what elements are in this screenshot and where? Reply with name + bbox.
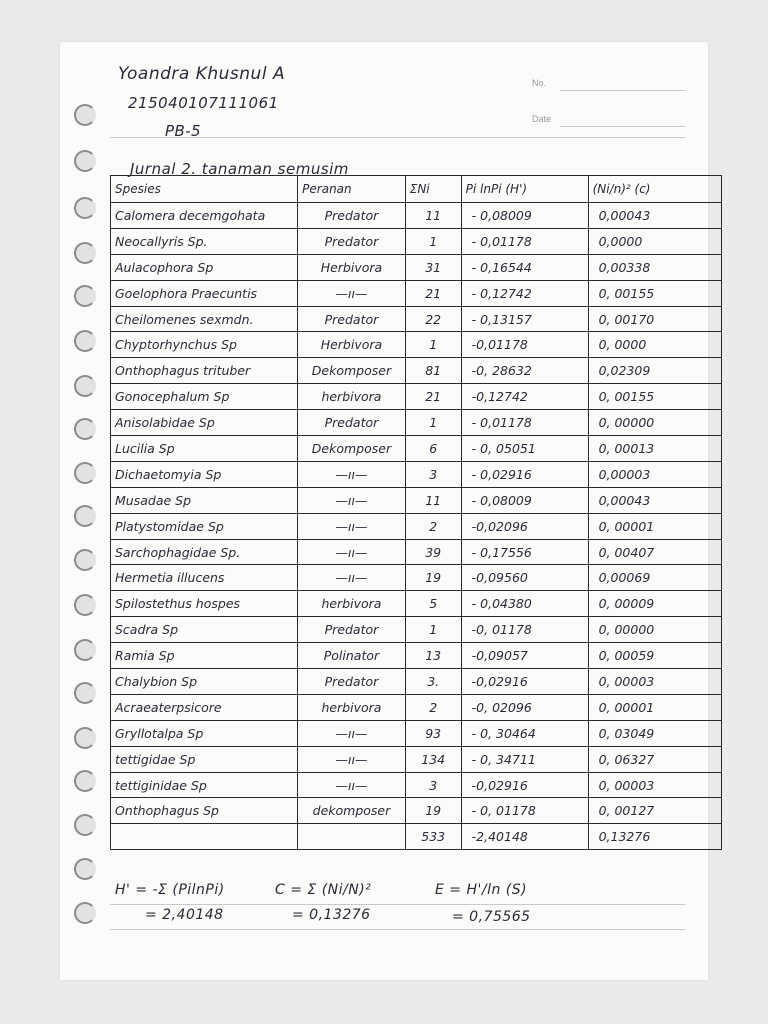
- count-cell: 31: [405, 254, 461, 280]
- shannon-cell: - 0,01178: [461, 228, 588, 254]
- header-count: ΣNi: [405, 176, 461, 203]
- shannon-cell: -0,12742: [461, 384, 588, 410]
- shannon-cell: - 0,08009: [461, 203, 588, 229]
- table-body: [111, 203, 722, 850]
- role-cell: —ıı—: [298, 746, 406, 772]
- shannon-cell: - 0,01178: [461, 410, 588, 436]
- binder-hole: [74, 462, 96, 484]
- simpson-cell: 0, 00170: [588, 306, 721, 332]
- species-cell: Platystomidae Sp: [111, 513, 298, 539]
- shannon-cell: -0, 28632: [461, 358, 588, 384]
- no-label: No.: [532, 78, 547, 88]
- count-cell: 21: [405, 280, 461, 306]
- species-cell: Spilostethus hospes: [111, 591, 298, 617]
- simpson-cell: 0, 03049: [588, 720, 721, 746]
- simpson-cell: 0, 06327: [588, 746, 721, 772]
- shannon-cell: - 0,02916: [461, 461, 588, 487]
- binder-hole: [74, 902, 96, 924]
- shannon-cell: -0,02916: [461, 772, 588, 798]
- role-cell: —ıı—: [298, 280, 406, 306]
- species-cell: Chalybion Sp: [111, 669, 298, 695]
- simpson-cell: 0, 00013: [588, 436, 721, 462]
- table-row: [111, 487, 722, 513]
- student-id: 215040107111061: [128, 94, 279, 112]
- header-species: Spesies: [111, 176, 298, 203]
- table-row: [111, 280, 722, 306]
- binder-hole: [74, 197, 96, 219]
- shannon-cell: -0, 01178: [461, 617, 588, 643]
- simpson-cell: 0,13276: [588, 824, 721, 850]
- table-row: [111, 720, 722, 746]
- table-row: [111, 617, 722, 643]
- shannon-cell: -0,01178: [461, 332, 588, 358]
- ruled-line: [110, 929, 685, 930]
- count-cell: 2: [405, 513, 461, 539]
- binder-hole: [74, 594, 96, 616]
- species-cell: Musadae Sp: [111, 487, 298, 513]
- simpson-cell: 0,0000: [588, 228, 721, 254]
- species-cell: Gonocephalum Sp: [111, 384, 298, 410]
- species-cell: Acraeaterpsicore: [111, 694, 298, 720]
- count-cell: 533: [405, 824, 461, 850]
- header-shannon: Pi lnPi (H'): [461, 176, 588, 203]
- table-row: [111, 513, 722, 539]
- binder-hole: [74, 858, 96, 880]
- simpson-cell: 0, 00155: [588, 384, 721, 410]
- notebook-page: [60, 42, 708, 980]
- table-row: [111, 669, 722, 695]
- count-cell: 3: [405, 772, 461, 798]
- count-cell: 93: [405, 720, 461, 746]
- binder-hole: [74, 375, 96, 397]
- count-cell: 19: [405, 565, 461, 591]
- role-cell: Dekomposer: [298, 436, 406, 462]
- binder-hole: [74, 505, 96, 527]
- species-cell: tettiginidae Sp: [111, 772, 298, 798]
- table-header-row: [111, 176, 722, 203]
- simpson-cell: 0, 00407: [588, 539, 721, 565]
- role-cell: herbivora: [298, 591, 406, 617]
- role-cell: —ıı—: [298, 720, 406, 746]
- role-cell: —ıı—: [298, 487, 406, 513]
- count-cell: 13: [405, 643, 461, 669]
- shannon-cell: - 0,04380: [461, 591, 588, 617]
- count-cell: 5: [405, 591, 461, 617]
- species-cell: Goelophora Praecuntis: [111, 280, 298, 306]
- role-cell: Predator: [298, 410, 406, 436]
- role-cell: Herbivora: [298, 332, 406, 358]
- role-cell: Predator: [298, 669, 406, 695]
- h-formula: H' = -Σ (PilnPi): [115, 882, 225, 898]
- count-cell: 6: [405, 436, 461, 462]
- date-line: [560, 126, 685, 127]
- role-cell: dekomposer: [298, 798, 406, 824]
- binder-hole: [74, 682, 96, 704]
- shannon-cell: -0,02916: [461, 669, 588, 695]
- shannon-cell: -0,09560: [461, 565, 588, 591]
- shannon-cell: -0,09057: [461, 643, 588, 669]
- table-row: [111, 410, 722, 436]
- count-cell: 1: [405, 410, 461, 436]
- species-cell: Cheilomenes sexmdn.: [111, 306, 298, 332]
- role-cell: Predator: [298, 617, 406, 643]
- role-cell: Polinator: [298, 643, 406, 669]
- simpson-cell: 0, 00003: [588, 772, 721, 798]
- species-cell: Scadra Sp: [111, 617, 298, 643]
- count-cell: 3: [405, 461, 461, 487]
- simpson-cell: 0,00338: [588, 254, 721, 280]
- total-row: [111, 824, 722, 850]
- shannon-cell: - 0, 30464: [461, 720, 588, 746]
- ruled-line: [110, 904, 685, 905]
- role-cell: —ıı—: [298, 539, 406, 565]
- species-cell: Chyptorhynchus Sp: [111, 332, 298, 358]
- table-row: [111, 772, 722, 798]
- species-cell: Aulacophora Sp: [111, 254, 298, 280]
- table-row: [111, 461, 722, 487]
- species-cell: Dichaetomyia Sp: [111, 461, 298, 487]
- species-cell: Ramia Sp: [111, 643, 298, 669]
- simpson-cell: 0, 00000: [588, 617, 721, 643]
- table-row: [111, 539, 722, 565]
- binder-hole: [74, 639, 96, 661]
- shannon-cell: - 0,08009: [461, 487, 588, 513]
- simpson-cell: 0, 00001: [588, 694, 721, 720]
- role-cell: Predator: [298, 228, 406, 254]
- simpson-cell: 0,00069: [588, 565, 721, 591]
- table-row: [111, 591, 722, 617]
- binder-hole: [74, 104, 96, 126]
- species-cell: Hermetia illucens: [111, 565, 298, 591]
- species-cell: [111, 824, 298, 850]
- binder-hole: [74, 150, 96, 172]
- simpson-cell: 0, 00127: [588, 798, 721, 824]
- species-cell: Lucilia Sp: [111, 436, 298, 462]
- role-cell: Predator: [298, 203, 406, 229]
- species-cell: tettigidae Sp: [111, 746, 298, 772]
- simpson-cell: 0,00043: [588, 487, 721, 513]
- simpson-cell: 0, 00000: [588, 410, 721, 436]
- page-title: Jurnal 2. tanaman semusim: [130, 160, 349, 178]
- count-cell: 1: [405, 228, 461, 254]
- binder-hole: [74, 285, 96, 307]
- table-row: [111, 332, 722, 358]
- binder-hole: [74, 814, 96, 836]
- role-cell: Predator: [298, 306, 406, 332]
- simpson-cell: 0, 00009: [588, 591, 721, 617]
- species-table: [110, 175, 722, 850]
- h-value: = 2,40148: [145, 907, 224, 923]
- simpson-cell: 0,00043: [588, 203, 721, 229]
- count-cell: 19: [405, 798, 461, 824]
- shannon-cell: - 0, 05051: [461, 436, 588, 462]
- binder-hole: [74, 770, 96, 792]
- shannon-cell: - 0,12742: [461, 280, 588, 306]
- count-cell: 11: [405, 203, 461, 229]
- shannon-cell: - 0,17556: [461, 539, 588, 565]
- simpson-cell: 0,02309: [588, 358, 721, 384]
- species-cell: Calomera decemgohata: [111, 203, 298, 229]
- binder-hole: [74, 418, 96, 440]
- role-cell: —ıı—: [298, 461, 406, 487]
- simpson-cell: 0,00003: [588, 461, 721, 487]
- count-cell: 11: [405, 487, 461, 513]
- table-row: [111, 436, 722, 462]
- role-cell: Herbivora: [298, 254, 406, 280]
- simpson-cell: 0, 0000: [588, 332, 721, 358]
- header-role: Peranan: [298, 176, 406, 203]
- class-code: PB-5: [165, 122, 202, 140]
- binder-hole: [74, 549, 96, 571]
- c-value: = 0,13276: [292, 907, 371, 923]
- binder-hole: [74, 330, 96, 352]
- role-cell: —ıı—: [298, 772, 406, 798]
- role-cell: herbivora: [298, 384, 406, 410]
- role-cell: herbivora: [298, 694, 406, 720]
- shannon-cell: - 0,16544: [461, 254, 588, 280]
- binder-hole: [74, 727, 96, 749]
- role-cell: [298, 824, 406, 850]
- shannon-cell: -0, 02096: [461, 694, 588, 720]
- species-cell: Onthophagus Sp: [111, 798, 298, 824]
- table-row: [111, 384, 722, 410]
- species-cell: Gryllotalpa Sp: [111, 720, 298, 746]
- count-cell: 39: [405, 539, 461, 565]
- e-value: = 0,75565: [452, 909, 531, 925]
- binder-hole: [74, 242, 96, 264]
- simpson-cell: 0, 00059: [588, 643, 721, 669]
- count-cell: 1: [405, 332, 461, 358]
- role-cell: —ıı—: [298, 513, 406, 539]
- shannon-cell: -2,40148: [461, 824, 588, 850]
- count-cell: 2: [405, 694, 461, 720]
- species-cell: Sarchophagidae Sp.: [111, 539, 298, 565]
- simpson-cell: 0, 00003: [588, 669, 721, 695]
- table-row: [111, 254, 722, 280]
- table-row: [111, 565, 722, 591]
- header-simpson: (Ni/n)² (c): [588, 176, 721, 203]
- count-cell: 21: [405, 384, 461, 410]
- e-formula: E = H'/ln (S): [435, 882, 528, 898]
- species-cell: Anisolabidae Sp: [111, 410, 298, 436]
- role-cell: —ıı—: [298, 565, 406, 591]
- simpson-cell: 0, 00001: [588, 513, 721, 539]
- table-row: [111, 643, 722, 669]
- count-cell: 1: [405, 617, 461, 643]
- c-formula: C = Σ (Ni/N)²: [275, 882, 372, 898]
- species-cell: Onthophagus trituber: [111, 358, 298, 384]
- table-row: [111, 306, 722, 332]
- shannon-cell: - 0,13157: [461, 306, 588, 332]
- table-row: [111, 228, 722, 254]
- role-cell: Dekomposer: [298, 358, 406, 384]
- table-row: [111, 203, 722, 229]
- table-row: [111, 746, 722, 772]
- shannon-cell: - 0, 34711: [461, 746, 588, 772]
- student-name: Yoandra Khusnul A: [118, 64, 286, 84]
- count-cell: 22: [405, 306, 461, 332]
- count-cell: 134: [405, 746, 461, 772]
- count-cell: 81: [405, 358, 461, 384]
- count-cell: 3.: [405, 669, 461, 695]
- table-row: [111, 798, 722, 824]
- table-row: [111, 358, 722, 384]
- no-line: [560, 90, 685, 91]
- species-cell: Neocallyris Sp.: [111, 228, 298, 254]
- simpson-cell: 0, 00155: [588, 280, 721, 306]
- table-row: [111, 694, 722, 720]
- shannon-cell: -0,02096: [461, 513, 588, 539]
- date-label: Date: [532, 114, 552, 124]
- shannon-cell: - 0, 01178: [461, 798, 588, 824]
